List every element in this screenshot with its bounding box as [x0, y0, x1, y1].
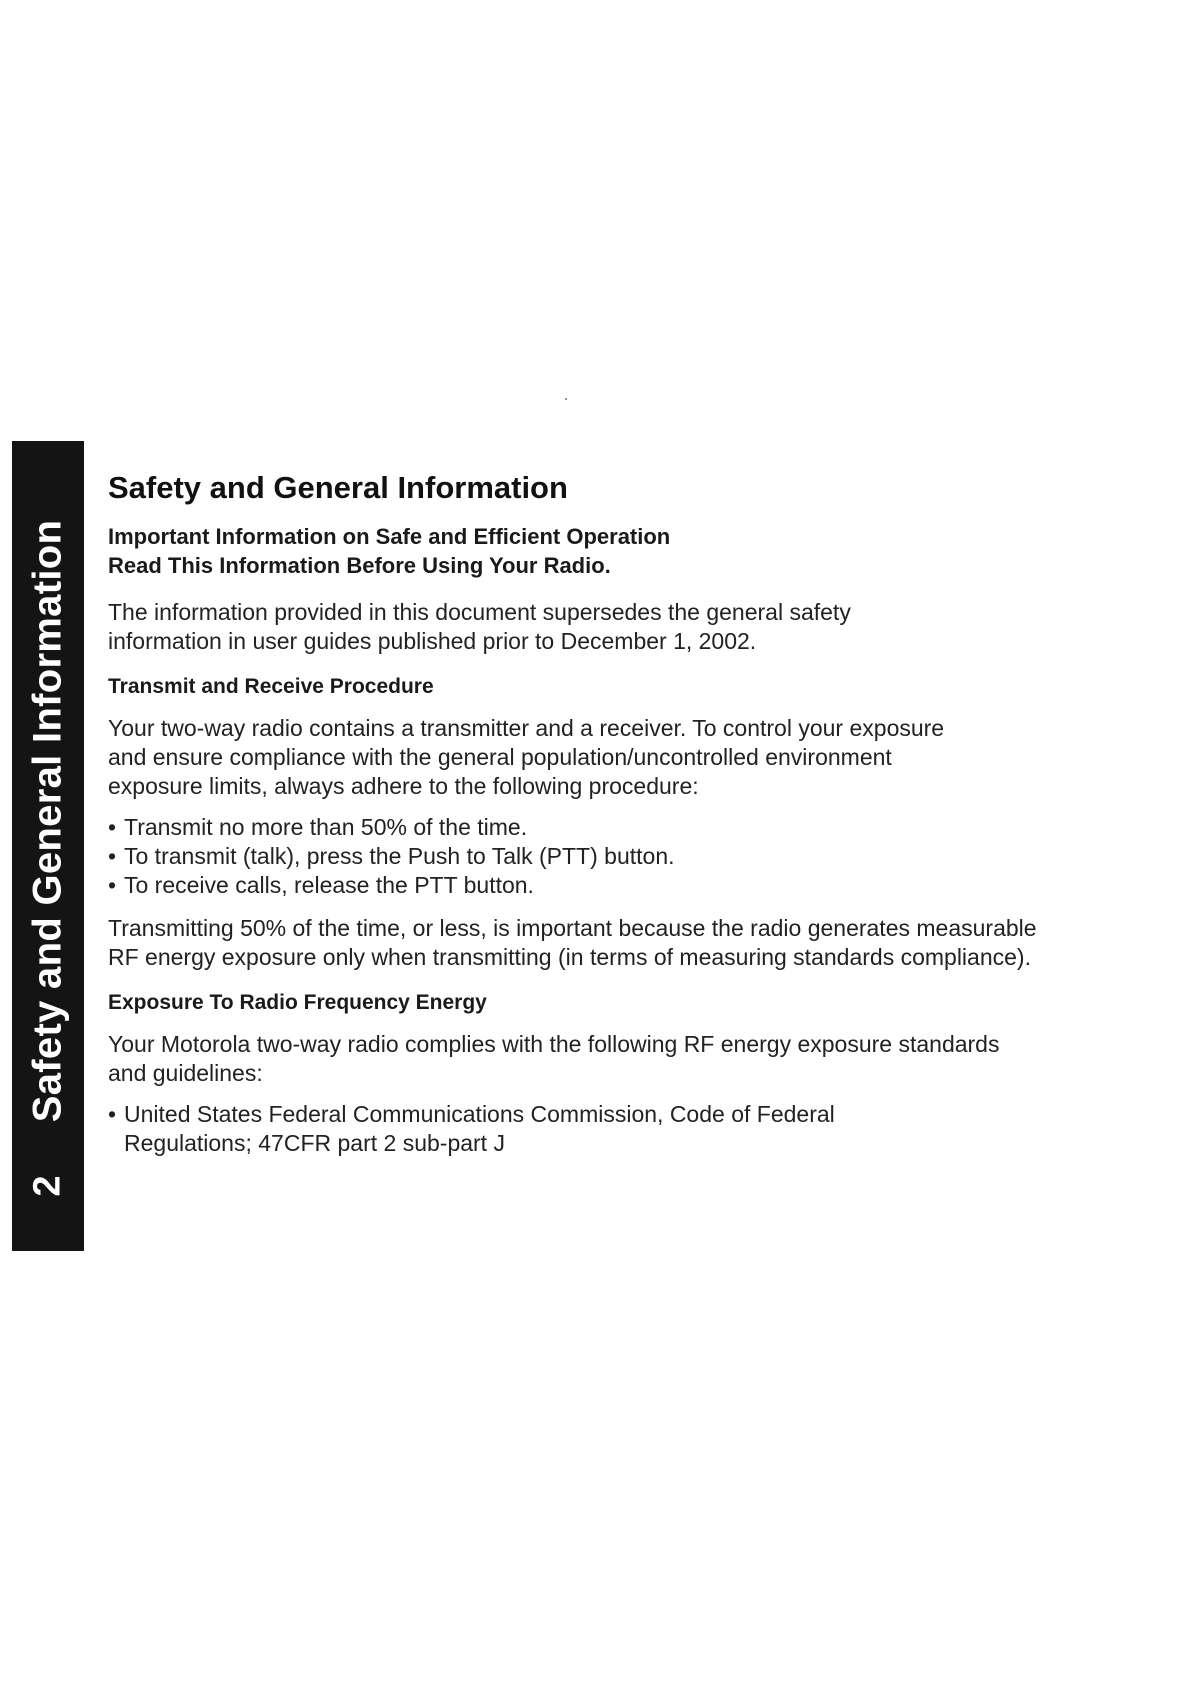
standards-list: [108, 1100, 908, 1158]
procedure-list: [108, 813, 1068, 900]
scan-speck: [565, 398, 567, 400]
list-item: • To transmit (talk), press the Push to Talk (PTT) button.: [108, 842, 1068, 871]
intro-heading: [108, 522, 1068, 580]
side-tab-title: Safety and General Information: [25, 519, 70, 1123]
intro-heading-line-2: Read This Information Before Using Your Radio.: [108, 553, 611, 578]
list-item: • United States Federal Communications Commission, Code of Federal Regulations; 47CFR part 2 sub-part J: [108, 1100, 908, 1158]
list-item: • Transmit no more than 50% of the time.: [108, 813, 1068, 842]
section-heading-transmit-receive: Transmit and Receive Procedure: [108, 675, 434, 698]
side-tab: [12, 441, 84, 1251]
page-title: Safety and General Information: [108, 470, 568, 505]
section-heading-rf-exposure: Exposure To Radio Frequency Energy: [108, 991, 487, 1014]
list-item: • To receive calls, release the PTT button.: [108, 871, 1068, 900]
main-content: [108, 470, 1068, 1172]
transmit-duty-paragraph: Transmitting 50% of the time, or less, is important because the radio generates measurable RF energy exposure only when transmitting (in terms of measuring standards compliance).: [108, 915, 1037, 970]
transmit-receive-paragraph: Your two-way radio contains a transmitter and a receiver. To control your exposure and ensure compliance with the general population/uncontrolled environment exposure limits, always adhere to the following procedure:: [108, 715, 945, 799]
intro-heading-line-1: Important Information on Safe and Efficient Operation: [108, 524, 671, 549]
intro-paragraph: The information provided in this document supersedes the general safety information in user guides published prior to December 1, 2002.: [108, 599, 851, 654]
page-number: 2: [26, 1175, 69, 1197]
rf-exposure-paragraph: Your Motorola two-way radio complies with the following RF energy exposure standards and guidelines:: [108, 1031, 1000, 1086]
